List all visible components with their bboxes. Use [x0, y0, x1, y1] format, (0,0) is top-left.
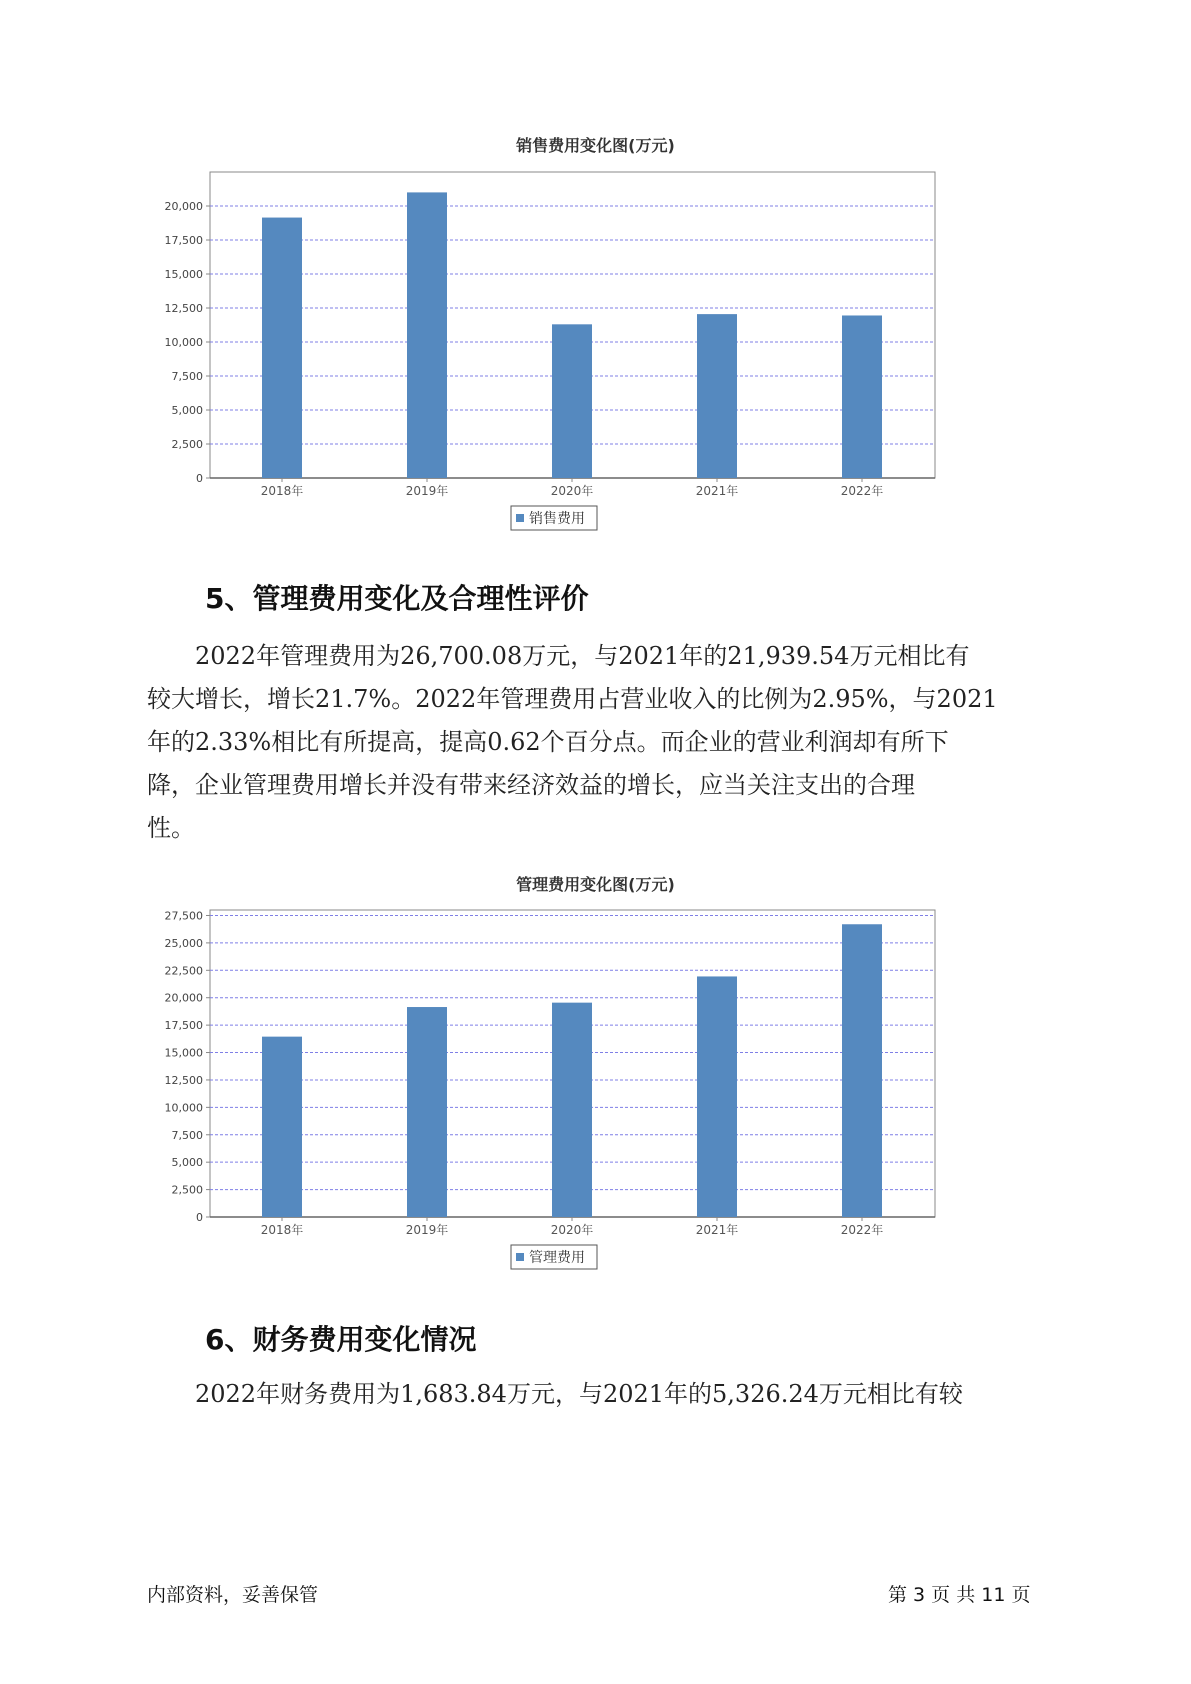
- admin-chart-title: 管理费用变化图(万元): [516, 875, 675, 894]
- x-tick-label: 2018年: [260, 1223, 304, 1237]
- y-tick-label: 5,000: [171, 1156, 203, 1170]
- legend-swatch: [516, 514, 524, 522]
- y-tick-label: 25,000: [164, 936, 203, 950]
- section6-heading: 6、财务费用变化情况: [205, 1323, 477, 1356]
- y-tick-label: 22,500: [164, 964, 203, 978]
- paragraph-line: 较大增长，增长21.7%。2022年管理费用占营业收入的比例为2.95%，与2021: [147, 685, 998, 713]
- x-tick-label: 2019年: [405, 484, 449, 498]
- y-tick-label: 5,000: [171, 404, 203, 417]
- y-tick-label: 10,000: [164, 1101, 203, 1115]
- y-tick-label: 7,500: [171, 1128, 203, 1142]
- legend-swatch: [516, 1253, 524, 1261]
- y-tick-label: 17,500: [164, 1019, 203, 1033]
- bar: [842, 315, 882, 478]
- y-tick-label: 12,500: [164, 302, 203, 315]
- x-tick-label: 2020年: [550, 484, 594, 498]
- y-tick-label: 17,500: [164, 234, 203, 247]
- sales-expense-chart: [150, 160, 1030, 590]
- section5-heading: 5、管理费用变化及合理性评价: [205, 582, 589, 615]
- y-tick-label: 10,000: [164, 336, 203, 349]
- bar: [262, 218, 302, 478]
- bar: [552, 1003, 592, 1217]
- y-tick-label: 0: [196, 1211, 203, 1224]
- paragraph-line: 降，企业管理费用增长并没有带来经济效益的增长，应当关注支出的合理: [147, 771, 915, 799]
- bar: [552, 324, 592, 478]
- paragraph-line: 2022年管理费用为26,700.08万元，与2021年的21,939.54万元相比有: [195, 642, 970, 670]
- bar: [697, 976, 737, 1217]
- sales-chart-title: 销售费用变化图(万元): [516, 136, 675, 155]
- section5-paragraph: [147, 635, 1047, 850]
- y-tick-label: 2,500: [171, 438, 203, 451]
- footer-confidential: 内部资料，妥善保管: [147, 1584, 319, 1606]
- section6-paragraph: [147, 1373, 1047, 1416]
- y-tick-label: 2,500: [171, 1183, 203, 1197]
- x-tick-label: 2018年: [260, 484, 304, 498]
- y-tick-label: 7,500: [171, 370, 203, 383]
- bar: [407, 1007, 447, 1217]
- x-tick-label: 2022年: [840, 1223, 884, 1237]
- bar: [842, 924, 882, 1217]
- x-tick-label: 2021年: [695, 1223, 739, 1237]
- y-tick-label: 27,500: [164, 909, 203, 923]
- y-tick-label: 15,000: [164, 268, 203, 281]
- admin-expense-chart: [150, 899, 1030, 1329]
- y-tick-label: 20,000: [164, 200, 203, 213]
- legend-label: 管理费用: [529, 1250, 585, 1266]
- legend-label: 销售费用: [529, 511, 585, 527]
- paragraph-line: 2022年财务费用为1,683.84万元，与2021年的5,326.24万元相比有较: [195, 1380, 963, 1408]
- x-tick-label: 2022年: [840, 484, 884, 498]
- x-tick-label: 2019年: [405, 1223, 449, 1237]
- paragraph-line: 年的2.33%相比有所提高，提高0.62个百分点。而企业的营业利润却有所下: [147, 728, 949, 756]
- bar: [407, 192, 447, 478]
- y-tick-label: 15,000: [164, 1046, 203, 1060]
- y-tick-label: 20,000: [164, 991, 203, 1005]
- x-tick-label: 2021年: [695, 484, 739, 498]
- y-tick-label: 0: [196, 472, 203, 485]
- bar: [262, 1037, 302, 1217]
- bar: [697, 314, 737, 478]
- x-tick-label: 2020年: [550, 1223, 594, 1237]
- paragraph-line: 性。: [147, 814, 195, 842]
- y-tick-label: 12,500: [164, 1073, 203, 1087]
- footer-page-number: 第 3 页 共 11 页: [888, 1584, 1031, 1606]
